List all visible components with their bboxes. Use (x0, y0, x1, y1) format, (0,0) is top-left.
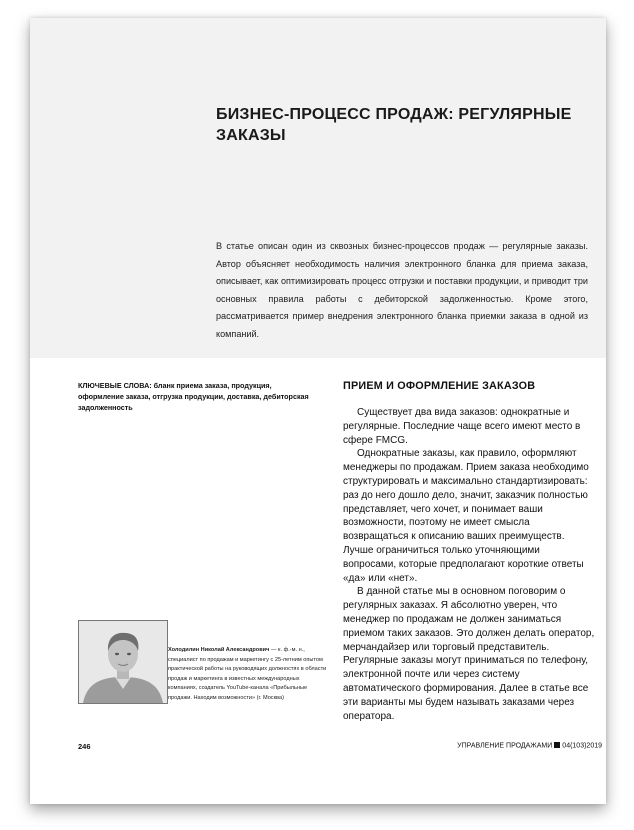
page-number: 246 (78, 742, 91, 751)
article-title: БИЗНЕС-ПРОЦЕСС ПРОДАЖ: РЕГУЛЯРНЫЕ ЗАКАЗЫ (216, 106, 572, 144)
magazine-page (30, 18, 606, 804)
body-paragraph: В данной статье мы в основном поговорим о регулярных заказах. Я абсолютно уверен, что менеджер по продажам не должен заниматься приемом таких заказов. Это должен делать оператор, мерчандайзер или торговый представитель. Регулярные заказы могут приниматься по телефону, электронной почте или через систему автоматического формирования. Далее в статье все эти варианты мы будем называть заказами через оператора. (343, 586, 595, 722)
journal-name: УПРАВЛЕНИЕ ПРОДАЖАМИ (457, 742, 553, 750)
keywords-label: КЛЮЧЕВЫЕ СЛОВА: (78, 381, 152, 390)
issue-number: 04(103)2019 (562, 742, 602, 750)
square-bullet-icon (554, 742, 560, 748)
keywords-block (78, 380, 318, 413)
section-heading: ПРИЕМ И ОФОРМЛЕНИЕ ЗАКАЗОВ (343, 380, 536, 392)
author-name: Холодилин Николай Александрович (168, 647, 270, 653)
body-paragraph: Однократные заказы, как правило, оформляют менеджеры по продажам. Прием заказа необходимо структурировать и максимально стандартизировать: раз до него дошло дело, значит, заказчик полностью представляет, чего хочет, и понимает ваши возможности, поэтому не имеет смысла возвращаться к описанию ваших преимуществ. Лучше ограничиться только уточняющими вопросами, которые предполагают короткие ответы «да» или «нет». (343, 448, 589, 584)
body-text-column (343, 406, 595, 723)
keywords-text: бланк приема заказа, продукция, оформление заказа, отгрузка продукции, доставка, дебиторская задолженность (78, 381, 309, 412)
journal-footer (450, 742, 602, 750)
author-bio: — к. ф.-м. н., специалист по продажам и маркетингу с 25-летним опытом практической работы на руководящих должностях в области продаж и маркетинга в известных международных компаниях, создатель YouTube-канала «Прибыльные продажи. Находим возможности» (г. Москва) (168, 647, 327, 701)
body-paragraph: Существует два вида заказов: однократные и регулярные. Последние чаще всего имеют место в сфере FMCG. (343, 407, 581, 446)
author-info (168, 646, 330, 704)
author-portrait-icon (79, 621, 167, 703)
article-abstract: В статье описан один из сквозных бизнес-процессов продаж — регулярные заказы. Автор объясняет необходимость наличия электронного бланка для приема заказа, описывает, как оптимизировать процесс отгрузки и поставки продукции, и приводит три основных правила работы с дебиторской задолженностью. Кроме этого, рассматривается пример внедрения электронного бланка приемки заказа в одной из компаний. (216, 241, 588, 339)
author-photo (78, 620, 168, 704)
